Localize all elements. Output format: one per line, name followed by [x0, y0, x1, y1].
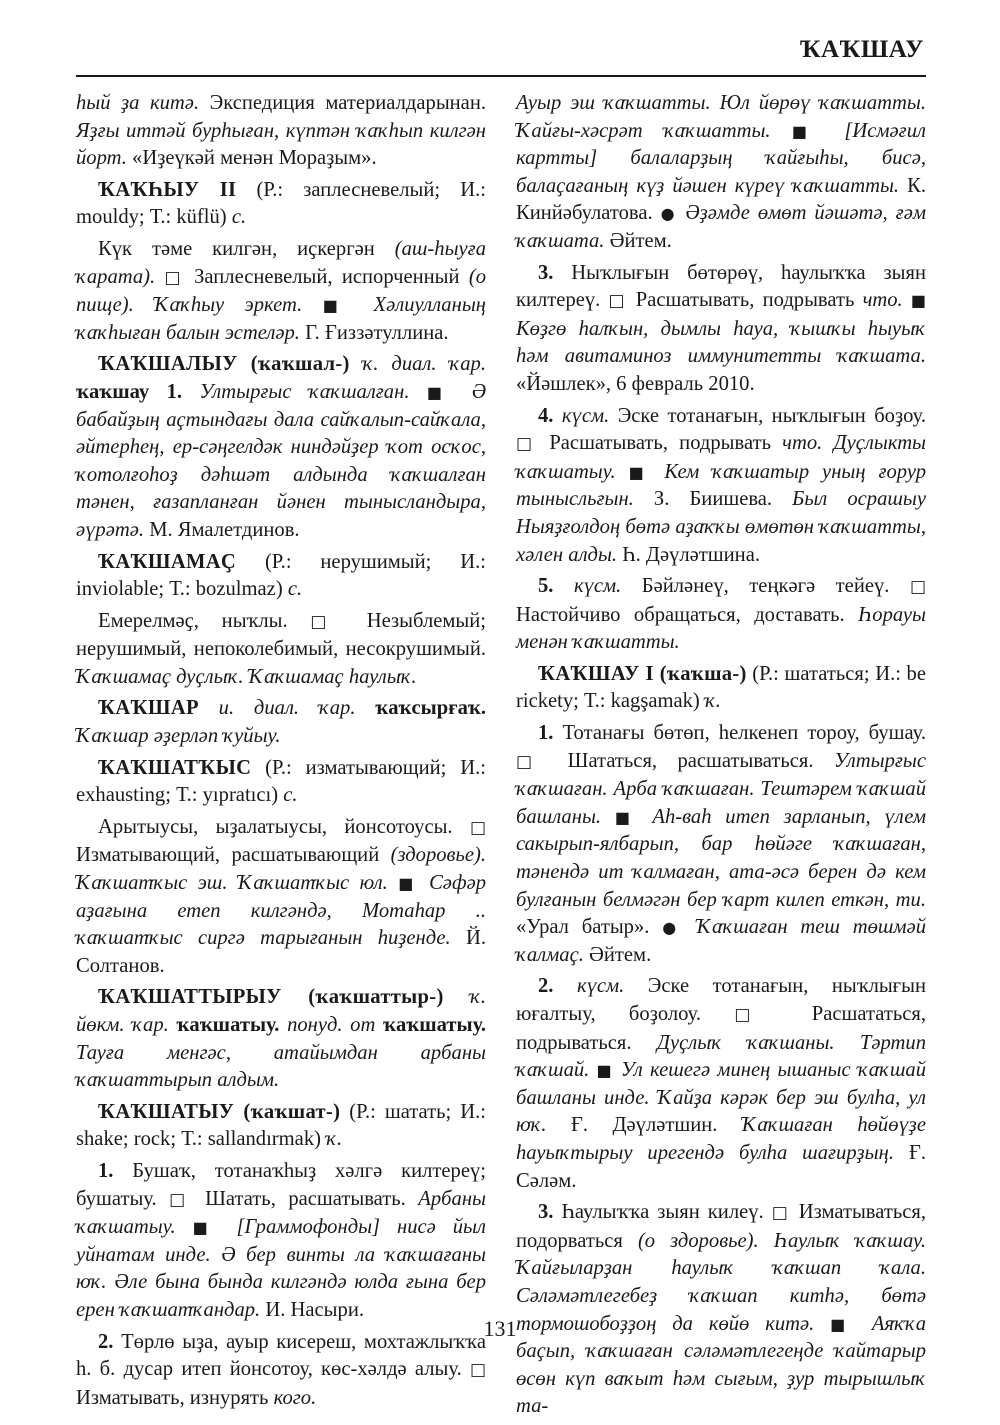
bold-text: ҡаҡшау 1. — [76, 380, 200, 403]
header-rule — [76, 75, 926, 77]
italic-example: с. — [287, 578, 303, 601]
headword: ҠАҠШАУ I (ҡаҡша-) — [538, 662, 747, 685]
headword: ҠАҠҺЫУ II — [98, 178, 237, 201]
section-marker: ■ — [596, 1061, 614, 1081]
italic-example: [Исмәғил картты] балаларҙың ҡайғыһы, бисә, балаҫағаның күҙ йәшен күреү ҡаҡшатты. — [516, 119, 926, 197]
italic-example: с. — [231, 206, 247, 229]
plain-text: «Йәшлек», 6 февраль 2010. — [516, 372, 755, 395]
bold-text: 4. — [538, 404, 562, 427]
section-marker: ■ — [614, 807, 639, 827]
translation-marker: □ — [469, 817, 486, 838]
italic-example: Сәфәр аҙағына етеп килгәндә, Мотаһар .. ҡаҡшатҡыс сиргә тарығанын һиҙенде. — [76, 872, 487, 950]
italic-example: күсм. — [561, 404, 618, 427]
plain-text: Г. Ғиззәтуллина. — [305, 321, 449, 344]
plain-text: Тотанағы бөтөп, һелкенеп тороу, бушау. — [562, 722, 926, 745]
plain-text: (Р.: изматывающий; И.: exhausting; Т.: yıpratıcı) — [76, 756, 486, 807]
italic-example: кого. — [273, 1386, 317, 1409]
bold-text: 5. — [538, 575, 574, 598]
section-marker: ■ — [830, 1314, 856, 1334]
section-marker: ■ — [791, 121, 824, 141]
translation-marker: □ — [164, 267, 185, 288]
headword: ҠАҠШАТЫУ (ҡаҡшат-) — [98, 1100, 341, 1123]
translation-marker: □ — [734, 1005, 779, 1025]
section-marker: ■ — [910, 291, 927, 311]
italic-example: понуд. от — [287, 1014, 383, 1036]
plain-text: Шатать, расшатывать. — [192, 1187, 419, 1210]
plain-text: И. Насыри. — [265, 1298, 364, 1321]
bold-text: ҡаҡшатыу. — [176, 1014, 288, 1036]
italic-example: Яҙғы иттәй бурһыған, күптән ҡаҡһып килгән йорт. — [76, 119, 486, 170]
plain-text: Әйтем. — [609, 229, 672, 252]
italic-example: (здоровье). Ҡаҡшатҡыс эш. Ҡаҡшатҡыс юл. — [76, 844, 486, 895]
bold-text: 3. — [538, 1201, 562, 1224]
plain-text: К. Кинйәбулатова. — [516, 174, 926, 225]
plain-text: Расшатывать, подрывать — [538, 432, 783, 455]
plain-text: М. Ямалетдинов. — [149, 518, 300, 541]
entry-paragraph — [76, 755, 486, 810]
headword: ҠАҠШАЛЫУ (ҡаҡшал-) — [98, 353, 350, 376]
entry-paragraph — [76, 549, 486, 604]
plain-text: Незыблемый; нерушимый, непоколебимый, несокрушимый. — [76, 609, 487, 661]
plain-text: Әйтем. — [589, 943, 652, 966]
bold-text: 2. — [98, 1330, 122, 1353]
entry-paragraph — [76, 177, 486, 232]
entry-paragraph — [76, 814, 486, 981]
continued-paragraph — [76, 90, 486, 173]
entry-paragraph — [76, 1099, 486, 1154]
sense-paragraph — [516, 403, 926, 570]
italic-example: Һорауы менән ҡаҡшатты. — [516, 603, 926, 654]
plain-text: Заплесневелый, испорченный — [184, 265, 469, 288]
italic-example: Аяҡҡа баҫып, ҡаҡшаған сәләмәтлегеңде ҡайтарыр өсөн күп ваҡыт һәм сығым, ҙур тырышлыҡ та- — [516, 1312, 926, 1418]
plain-text: Экспедиция материалдарынан. — [209, 92, 486, 114]
plain-text: Эске тотанағын, ныҡлығын юғалтыу, боҙолоу. — [516, 975, 926, 1025]
section-marker: ■ — [192, 1218, 220, 1238]
italic-example: [Граммофонды] нисә йыл уйнатам инде. Ә бер винты ла ҡаҡшағаны юҡ. Әле бына бында килгәндә юлда ғына бер ерен ҡаҡшатҡандар. — [76, 1216, 486, 1321]
translation-marker: □ — [516, 751, 548, 772]
headword: ҠАҠШАМАҪ — [98, 550, 237, 573]
italic-example: ҡ. — [704, 690, 721, 713]
plain-text: Күк тәме килгән, иҫкергән — [98, 237, 395, 260]
translation-marker: □ — [169, 1189, 193, 1210]
page-number: 131 — [483, 1316, 517, 1341]
continued-paragraph — [516, 90, 926, 256]
plain-text: (Р.: шататься; И.: be rickety; Т.: kagşamak) — [516, 662, 926, 713]
plain-text: Изматываться, подорваться — [516, 1201, 927, 1252]
italic-example: Ауыр эш ҡаҡшатты. Юл йөрөү ҡаҡшатты. Ҡайғы-хәсрәт ҡаҡшатты. — [516, 92, 926, 142]
italic-example: Ултырғыс ҡаҡшалған. — [199, 380, 427, 403]
sense-paragraph — [516, 973, 926, 1195]
plain-text: (Р.: шатать; И.: shake; rock; Т.: sallandırmak) — [76, 1100, 486, 1151]
italic-example: что. Дуҫлыкты ҡаҡшатыу. — [516, 432, 927, 483]
bold-text: 1. — [538, 722, 563, 745]
headword: ҠАҠШАР — [98, 697, 199, 720]
plain-text: Расшатывать, подрывать — [627, 289, 863, 312]
plain-text: З. Биишева. — [653, 488, 793, 511]
plain-text: Емерелмәҫ, ныҡлы. — [98, 609, 311, 632]
italic-example: ҡ. йөкм. ҡар. — [76, 986, 486, 1036]
plain-text: Ғ. Сәләм. — [516, 1141, 926, 1192]
italic-example: Әҙәмде өмөт йәшәтә, ғәм ҡаҡшата. — [516, 202, 926, 252]
section-marker: ● — [662, 918, 684, 938]
italic-example: Ул кешегә минең ышаныс ҡаҡшай башланы инде. Ҡайҙа кәрәк бер эш булһа, ул юҡ. — [516, 1059, 926, 1137]
plain-text: Һаулыҡҡа зыян килеү. — [561, 1201, 772, 1224]
italic-example: Ҡаҡшамаҫ дуҫлыҡ. Ҡаҡшамаҫ һаулыҡ. — [76, 665, 417, 688]
left-column — [76, 90, 486, 1416]
translation-marker: □ — [469, 1360, 486, 1381]
plain-text: Төрлө ыҙа, ауыр кисереш, мохтажлыҡҡа һ. б. дусар итеп йонсотоу, көс-хәлдә алыу. — [76, 1330, 486, 1381]
bold-text: ҡаҡшатыу. — [383, 1014, 486, 1036]
italic-example: Ҡаҡшар әҙерләп ҡуйыу. — [76, 725, 281, 748]
plain-text: «Иҙеүкәй менән Мораҙым». — [132, 147, 377, 170]
plain-text: Расшататься, подрываться. — [516, 1003, 927, 1054]
plain-text: «Урал батыр». — [516, 916, 663, 939]
sense-paragraph — [76, 1158, 486, 1325]
plain-text: Арытыусы, ыҙалатыусы, йонсотоусы. — [98, 815, 470, 838]
italic-example: что. — [862, 289, 911, 312]
plain-text: Изматывающий, расшатывающий — [76, 844, 391, 867]
plain-text: Ныҡлығын бөтөрөү, һаулыҡҡа зыян килтереү. — [516, 261, 926, 312]
italic-example: (о пище). Ҡаҡһыу эркет. — [76, 265, 487, 317]
plain-text: Һ. Дәүләтшина. — [622, 543, 760, 566]
italic-example: Аһ-ваһ итеп зарланып, үлем сакырып-ялбарып, бар һөйәге ҡаҡшаған, тәнендә ит ҡалмаған, ата-әсә берен дә кем булғанын белмәгән бер ҡарт килеп еткән, ти. — [516, 805, 926, 911]
plain-text: (Р.: нерушимый; И.: inviolable; Т.: bozulmaz) — [76, 550, 486, 601]
sense-paragraph — [516, 720, 926, 969]
italic-example: Хәлиулланың ҡаҡһыған балын эстеләр. — [76, 294, 486, 344]
italic-example: Арбаны ҡаҡшатыу. — [76, 1187, 486, 1239]
plain-text: Эске тотанағын, ныҡлығын боҙоу. — [617, 404, 926, 427]
italic-example: Көҙгө һалҡын, дымлы һауа, ҡышҡы һыуыҡ һәм авитаминоз иммунитетты ҡаҡшата. — [516, 317, 926, 368]
running-head: ҠАҠШАУ — [799, 36, 924, 63]
entry-paragraph — [76, 351, 486, 544]
italic-example: Кем ҡаҡшатыр уның ғорур тынысльғын. — [516, 460, 926, 511]
translation-marker: □ — [909, 577, 926, 598]
italic-example: һый ҙа китә. — [76, 92, 210, 114]
italic-example: Был осрашыу Ныяҙғолдоң бөтә аҙаҡҡы өмөтөн ҡаҡшатты, хәлен алды. — [516, 488, 926, 566]
italic-example: күсм. — [576, 975, 648, 998]
entry-paragraph — [76, 236, 486, 347]
entry-paragraph — [76, 695, 486, 750]
italic-example: Ҡаҡшаған һөйөүҙе һауыҡтырыу ирегендә булһа шағирҙың. — [516, 1114, 926, 1164]
bold-text: 1. — [98, 1159, 133, 1182]
plain-text: Шататься, расшатываться. — [547, 749, 834, 772]
plain-text: Настойчиво обращаться, доставать. — [516, 603, 859, 626]
italic-example: с. — [283, 784, 298, 807]
italic-example: күсм. — [573, 575, 642, 598]
headword: ҠАҠШАТҠЫС — [98, 756, 252, 779]
italic-example: Ултырғыс ҡаҡшаған. Арба ҡаҡшаған. Тештәрем ҡаҡшай башланы. — [516, 749, 926, 828]
entry-paragraph — [516, 661, 926, 716]
sense-paragraph — [516, 260, 926, 399]
plain-text: Ғ. Дәүләтшин. — [570, 1114, 742, 1137]
sense-paragraph — [516, 573, 926, 657]
bold-text: 3. — [538, 261, 572, 284]
italic-example: Дуҫлыҡ ҡаҡшаны. Тәртип ҡаҡшай. — [516, 1031, 926, 1082]
section-marker: ■ — [628, 462, 652, 482]
headword: ҠАҠШАТТЫРЫУ (ҡаҡшаттыр-) — [98, 986, 444, 1009]
italic-example: ҡ. — [326, 1128, 343, 1151]
sense-paragraph — [516, 1199, 926, 1421]
entry-paragraph — [76, 608, 486, 692]
bold-text: 2. — [538, 975, 577, 998]
section-marker: ● — [660, 204, 678, 224]
italic-example: и. диал. ҡар. — [198, 697, 376, 720]
translation-marker: □ — [608, 291, 628, 312]
bold-text: ҡаҡсырғаҡ. — [375, 697, 486, 720]
plain-text: Бәйләнеү, теңкәгә тейеү. — [641, 575, 910, 598]
italic-example: (о здоровье). Һаулыҡ ҡаҡшау. Ҡайғыларҙан һаулыҡ ҡаҡшап ҡала. Сәләмәтлегебеҙ ҡаҡшап китһә, бөтә тормошобоҙҙоң да көйө китә. — [516, 1229, 926, 1335]
section-marker: ■ — [322, 296, 354, 316]
section-marker: ■ — [398, 874, 419, 894]
italic-example: (аш-һыуға ҡарата). — [76, 237, 486, 288]
plain-text: Изматывать, изнурять — [76, 1386, 274, 1409]
translation-marker: □ — [771, 1203, 791, 1224]
italic-example: Ә бабайҙың аҫтындағы дала сайҡалып-сайҡала, әйтерһең, ер-сәңгелдәк ниндәйҙер ҡот осҡос, ҡотолғоһоҙ дәһшәт алдында ҡаҡшалған тәнен, ғазапланған йәнен тынысландыра, әүрәтә. — [76, 380, 487, 541]
section-marker: ■ — [426, 382, 455, 402]
entry-paragraph — [76, 984, 486, 1094]
plain-text: Й. Солтанов. — [76, 927, 486, 977]
plain-text: Бушаҡ, тотанаҡһыҙ хәлгә килтереү; бушатыу. — [76, 1159, 486, 1210]
translation-marker: □ — [516, 434, 539, 455]
right-column — [516, 90, 926, 1425]
translation-marker: □ — [310, 611, 345, 632]
italic-example: Ҡаҡшаған теш төшмәй ҡалмаҫ. — [516, 916, 926, 966]
italic-example: ҡ. диал. ҡар. — [349, 353, 487, 376]
plain-text: (Р.: заплесневелый; И.: mouldy; Т.: küflü) — [76, 178, 487, 229]
italic-example: Тауға менгәс, атайымдан арбаны ҡаҡшаттырып алдым. — [76, 1041, 486, 1092]
